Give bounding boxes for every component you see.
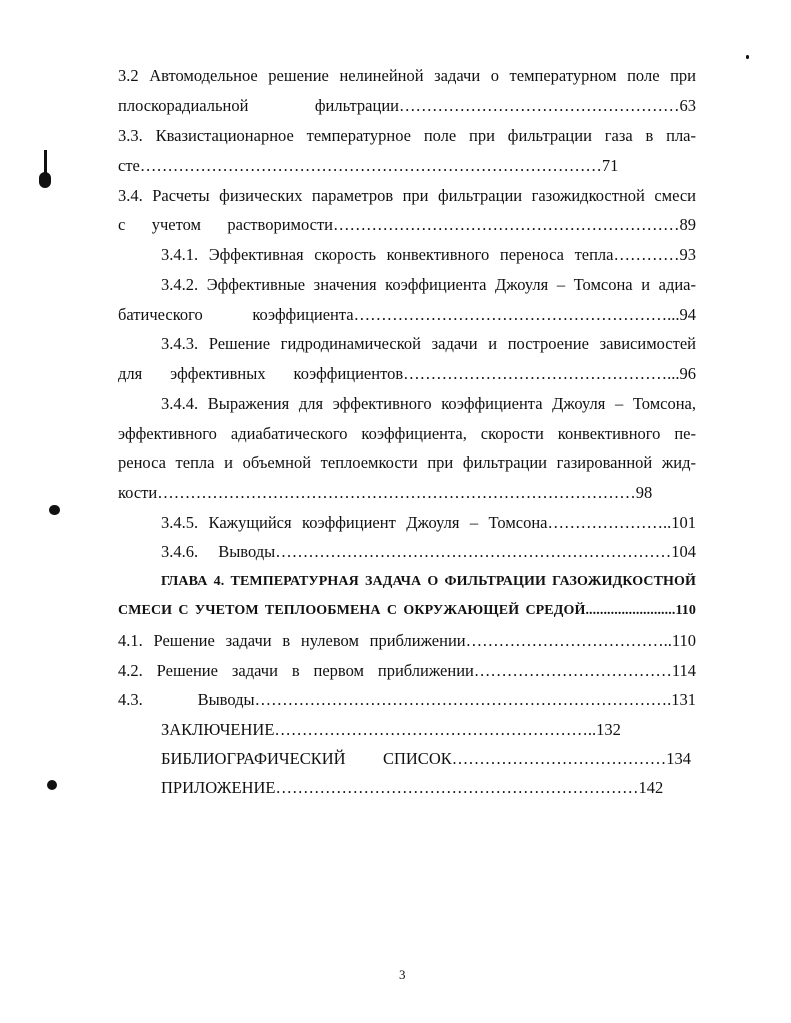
toc-line: 4.1. Решение задачи в нулевом приближении………………………………..110	[118, 631, 696, 650]
chapter-heading: СМЕСИ С УЧЕТОМ ТЕПЛООБМЕНА С ОКРУЖАЮЩЕЙ СРЕДОЙ.........................110	[118, 603, 696, 618]
toc-line: 3.4.2. Эффективные значения коэффициента Джоуля – Томсона и адиа-	[161, 275, 696, 294]
toc-line: реноса тепла и объемной теплоемкости при фильтрации газированной жид-	[118, 453, 696, 472]
chapter-heading: ГЛАВА 4. ТЕМПЕРАТУРНАЯ ЗАДАЧА О ФИЛЬТРАЦИИ ГАЗОЖИДКОСТНОЙ	[161, 574, 696, 589]
scan-speck	[746, 55, 749, 59]
scan-blot	[49, 505, 60, 515]
toc-line: БИБЛИОГРАФИЧЕСКИЙ СПИСОК…………………………………134	[161, 749, 691, 768]
toc-line: 4.3. Выводы………………………………………………………………….131	[118, 690, 696, 709]
toc-line: 4.2. Решение задачи в первом приближении………………………………114	[118, 661, 696, 680]
toc-line: сте…………………………………………………………………………71	[118, 156, 619, 175]
toc-line: ЗАКЛЮЧЕНИЕ…………………………………………………..132	[161, 720, 621, 739]
toc-line: 3.4. Расчеты физических параметров при фильтрации газожидкостной смеси	[118, 186, 696, 205]
toc-line: 3.4.6. Выводы………………………………………………………………104	[161, 542, 696, 561]
page-number: 3	[399, 967, 406, 982]
toc-line: 3.4.5. Кажущийся коэффициент Джоуля – Томсона…………………..101	[161, 513, 696, 532]
scan-blot	[47, 780, 57, 790]
toc-line: батического коэффициента…………………………………………………...94	[118, 305, 696, 324]
toc-line: плоскорадиальной фильтрации……………………………………………63	[118, 96, 696, 115]
scan-blot	[39, 172, 51, 188]
toc-line: 3.4.3. Решение гидродинамической задачи и построение зависимостей	[161, 334, 696, 353]
toc-line: для эффективных коэффициентов…………………………………………...96	[118, 364, 696, 383]
toc-line: 3.3. Квазистационарное температурное поле при фильтрации газа в пла-	[118, 126, 696, 145]
toc-line: ПРИЛОЖЕНИЕ…………………………………………………………142	[161, 778, 664, 797]
toc-line: с учетом растворимости………………………………………………………89	[118, 215, 696, 234]
toc-line: 3.4.4. Выражения для эффективного коэффициента Джоуля – Томсона,	[161, 394, 696, 413]
toc-line: эффективного адиабатического коэффициента, скорости конвективного пе-	[118, 424, 696, 443]
toc-line: 3.2 Автомодельное решение нелинейной задачи о температурном поле при	[118, 66, 696, 85]
toc-line: 3.4.1. Эффективная скорость конвективного переноса тепла…………93	[161, 245, 696, 264]
toc-line: кости……………………………………………………………………………98	[118, 483, 653, 502]
